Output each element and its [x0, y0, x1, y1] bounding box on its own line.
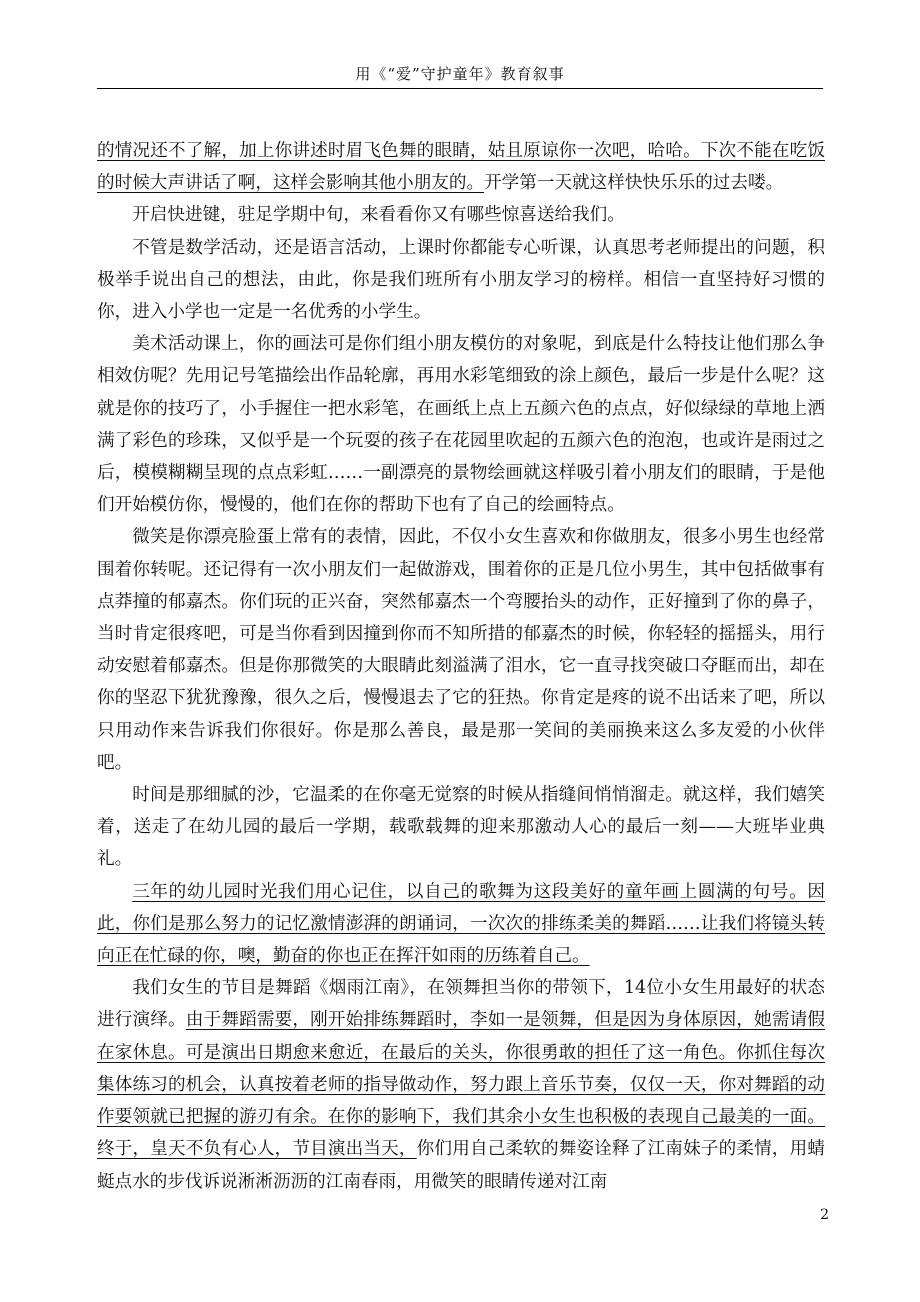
paragraph-text: 你们用自己柔软的舞姿诠释了江南妹子的柔情，用蜻蜓点水的步伐诉说淅淅沥沥的江南春雨，用微笑的眼睛传递对江南	[97, 1139, 825, 1192]
paragraph-7	[97, 876, 825, 973]
paragraph-text: 我们女生的节目是舞蹈《烟雨江南》，在领舞担当你的带领下，14位小女生用最好的状态进行演绎。	[97, 978, 825, 1031]
running-header: 用《“爱”守护童年》教育叙事	[355, 65, 565, 83]
paragraph-text: 开学第一天就这样快快乐乐的过去喽。	[484, 173, 784, 194]
underlined-text: 三年的幼儿园时光我们用心记住，以自己的歌舞为这段美好的童年画上圆满的句号。因此，你们是那么努力的记忆激情澎湃的朗诵词，一次次的排练柔美的舞蹈……让我们将镜头转向正在忙碌的你，噢，勤奋的你也正在挥汗如雨的历练着自己。	[97, 881, 825, 967]
underlined-text: 的情况还不了解，加上你讲述时眉飞色舞的眼睛，姑且原谅你一次吧，哈哈。下次不能在吃饭的时候大声讲话了啊，这样会影响其他小朋友的。	[97, 141, 825, 194]
underlined-text: 由于舞蹈需要，刚开始排练舞蹈时，李如一是领舞，但是因为身体原因，她需请假在家休息。可是演出日期愈来愈近，在最后的关头，你很勇敢的担任了这一角色。你抓住每次集体练习的机会，认真按着老师的指导做动作，努力跟上音乐节奏，仅仅一天，你对舞蹈的动作要领就已把握的游刃有余。在你的影响下，我们其余小女生也积极的表现自己最美的一面。终于，皇天不负有心人，节目演出当天，	[97, 1010, 825, 1160]
body-text	[97, 135, 825, 1198]
paragraph-2: 开启快进键，驻足学期中旬，来看看你又有哪些惊喜送给我们。	[132, 205, 625, 226]
page-number: 2	[820, 1207, 829, 1223]
paragraph-1	[97, 135, 825, 199]
paragraph-6: 时间是那细腻的沙，它温柔的在你毫无觉察的时候从指缝间悄悄溜走。就这样，我们嬉笑着，送走了在幼儿园的最后一学期，载歌载舞的迎来那激动人心的最后一刻——大班毕业典礼。	[97, 785, 825, 870]
paragraph-5: 微笑是你漂亮脸蛋上常有的表情，因此，不仅小女生喜欢和你做朋友，很多小男生也经常围着你转呢。还记得有一次小朋友们一起做游戏，围着你的正是几位小男生，其中包括做事有点莽撞的郁嘉杰。你们玩的正兴奋，突然郁嘉杰一个弯腰抬头的动作，正好撞到了你的鼻子，当时肯定很疼吧，可是当你看到因撞到你而不知所措的郁嘉杰的时候，你轻轻的摇摇头，用行动安慰着郁嘉杰。但是你那微笑的大眼睛此刻溢满了泪水，它一直寻找突破口夺眶而出，却在你的坚忍下犹犹豫豫，很久之后，慢慢退去了它的狂热。你肯定是疼的说不出话来了吧，所以只用动作来告诉我们你很好。你是那么善良，最是那一笑间的美丽换来这么多友爱的小伙伴吧。	[97, 527, 825, 773]
paragraph-4: 美术活动课上，你的画法可是你们组小朋友模仿的对象呢，到底是什么特技让他们那么争相效仿呢？先用记号笔描绘出作品轮廓，再用水彩笔细致的涂上颜色，最后一步是什么呢？这就是你的技巧了，小手握住一把水彩笔，在画纸上点上五颜六色的点点，好似绿绿的草地上洒满了彩色的珍珠，又似乎是一个玩耍的孩子在花园里吹起的五颜六色的泡泡，也或许是雨过之后，模模糊糊呈现的点点彩虹……一副漂亮的景物绘画就这样吸引着小朋友们的眼睛，于是他们开始模仿你，慢慢的，他们在你的帮助下也有了自己的绘画特点。	[97, 334, 825, 516]
header-rule	[97, 88, 823, 89]
paragraph-8	[97, 972, 825, 1197]
paragraph-3: 不管是数学活动，还是语言活动，上课时你都能专心听课，认真思考老师提出的问题，积极举手说出自己的想法，由此，你是我们班所有小朋友学习的榜样。相信一直坚持好习惯的你，进入小学也一定是一名优秀的小学生。	[97, 237, 825, 323]
